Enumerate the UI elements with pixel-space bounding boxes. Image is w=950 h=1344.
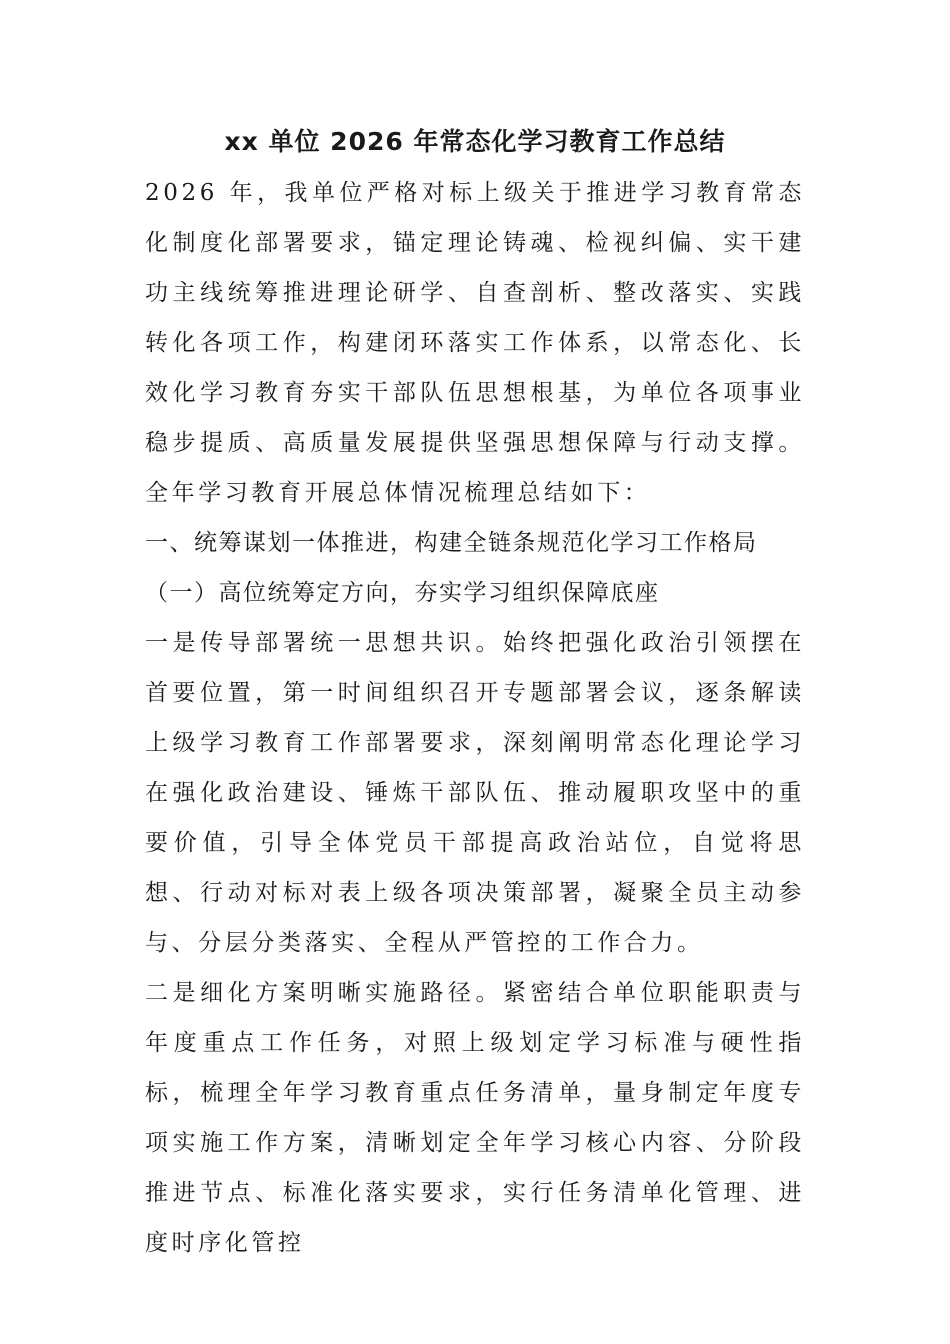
document-title: xx 单位 2026 年常态化学习教育工作总结 — [224, 127, 726, 156]
intro-paragraph: 2026 年，我单位严格对标上级关于推进学习教育常态化制度化部署要求，锚定理论铸魂、检视纠偏、实干建功主线统筹推进理论研学、自查剖析、整改落实、实践转化各项工作，构建闭环落实工作体系，以常态化、长效化学习教育夯实干部队伍思想根基，为单位各项事业稳步提质、高质量发展提供坚强思想保障与行动支撑。全年学习教育开展总体情况梳理总结如下： — [145, 180, 805, 506]
section-heading-1: 一、统筹谋划一体推进，构建全链条规范化学习工作格局 — [145, 530, 758, 556]
paragraph-point-1: 一是传导部署统一思想共识。始终把强化政治引领摆在首要位置，第一时间组织召开专题部署会议，逐条解读上级学习教育工作部署要求，深刻阐明常态化理论学习在强化政治建设、锤炼干部队伍、推动履职攻坚中的重要价值，引导全体党员干部提高政治站位，自觉将思想、行动对标对表上级各项决策部署，凝聚全员主动参与、分层分类落实、全程从严管控的工作合力。 — [145, 630, 805, 956]
paragraph-point-2: 二是细化方案明晰实施路径。紧密结合单位职能职责与年度重点工作任务，对照上级划定学习标准与硬性指标，梳理全年学习教育重点任务清单，量身制定年度专项实施工作方案，清晰划定全年学习核心内容、分阶段推进节点、标准化落实要求，实行任务清单化管理、进度时序化管控 — [145, 980, 805, 1256]
subsection-heading-1: （一）高位统筹定方向，夯实学习组织保障底座 — [145, 580, 660, 606]
document-page — [145, 118, 805, 1268]
